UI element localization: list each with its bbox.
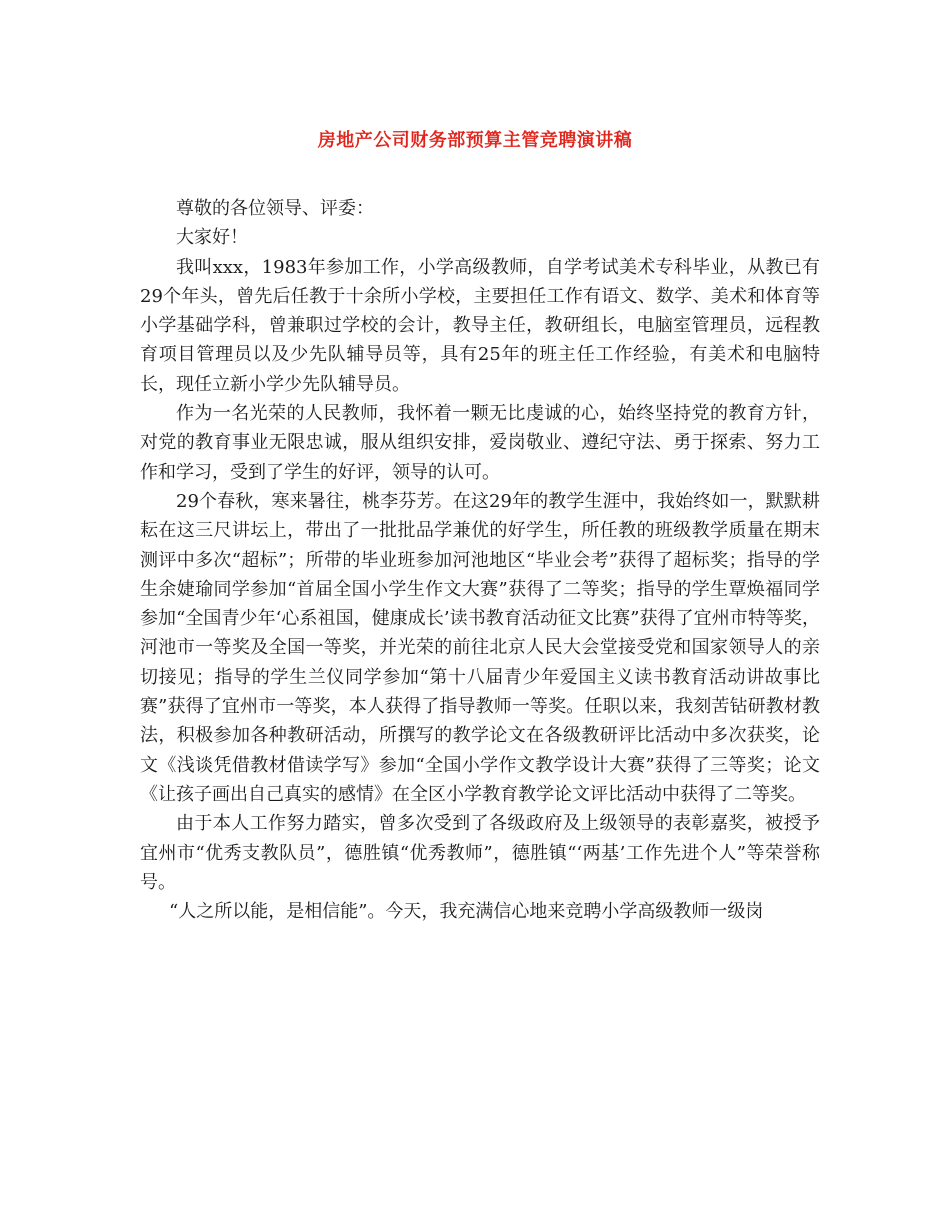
greeting-paragraph: 大家好！ [176,227,248,249]
attitude-paragraph: 作为一名光荣的人民教师，我怀着一颗无比虔诚的心，始终坚持党的教育方针，对党的教育事业无限忠诚，服从组织安排，爱岗敬业、遵纪守法、勇于探索、努力工作和学习，受到了学生的好评，领导的认可。 [140,403,820,483]
document-body [140,194,820,926]
closing-paragraph: “人之所以能，是相信能”。今天，我充满信心地来竞聘小学高级教师一级岗 [169,901,764,923]
document-title: 房地产公司财务部预算主管竞聘演讲稿 [317,130,633,151]
introduction-paragraph: 我叫xxx，1983年参加工作，小学高级教师，自学考试美术专科毕业，从教已有29个年头，曾先后任教于十余所小学校，主要担任工作有语文、数学、美术和体育等小学基础学科，曾兼职过学校的会计，教导主任，教研组长，电脑室管理员，远程教育项目管理员以及少先队辅导员等，具有25年的班主任工作经验，有美术和电脑特长，现任立新小学少先队辅导员。 [140,256,820,395]
achievements-paragraph: 29个春秋，寒来暑往，桃李芬芳。在这29年的教学生涯中，我始终如一，默默耕耘在这三尺讲坛上，带出了一批批品学兼优的好学生，所任教的班级教学质量在期末测评中多次“超标”；所带的毕业班参加河池地区“毕业会考”获得了超标奖；指导的学生余婕瑜同学参加“首届全国小学生作文大赛”获得了二等奖；指导的学生覃焕福同学参加“全国青少年‘心系祖国，健康成长’读书教育活动征文比赛”获得了宜州市特等奖，河池市一等奖及全国一等奖，并光荣的前往北京人民大会堂接受党和国家领导人的亲切接见；指导的学生兰仪同学参加“第十八届青少年爱国主义读书教育活动讲故事比赛”获得了宜州市一等奖，本人获得了指导教师一等奖。任职以来，我刻苦钻研教材教法，积极参加各种教研活动，所撰写的教学论文在各级教研评比活动中多次获奖，论文《浅谈凭借教材借读学写》参加“全国小学作文教学设计大赛”获得了三等奖；论文《让孩子画出自己真实的感情》在全区小学教育教学论文评比活动中获得了二等奖。 [140,490,820,805]
salutation-paragraph: 尊敬的各位领导、评委： [176,198,374,219]
honors-paragraph: 由于本人工作努力踏实，曾多次受到了各级政府及上级领导的表彰嘉奖，被授予宜州市“优秀支教队员”，德胜镇“优秀教师”，德胜镇“‘两基’工作先进个人”等荣誉称号。 [140,813,820,893]
